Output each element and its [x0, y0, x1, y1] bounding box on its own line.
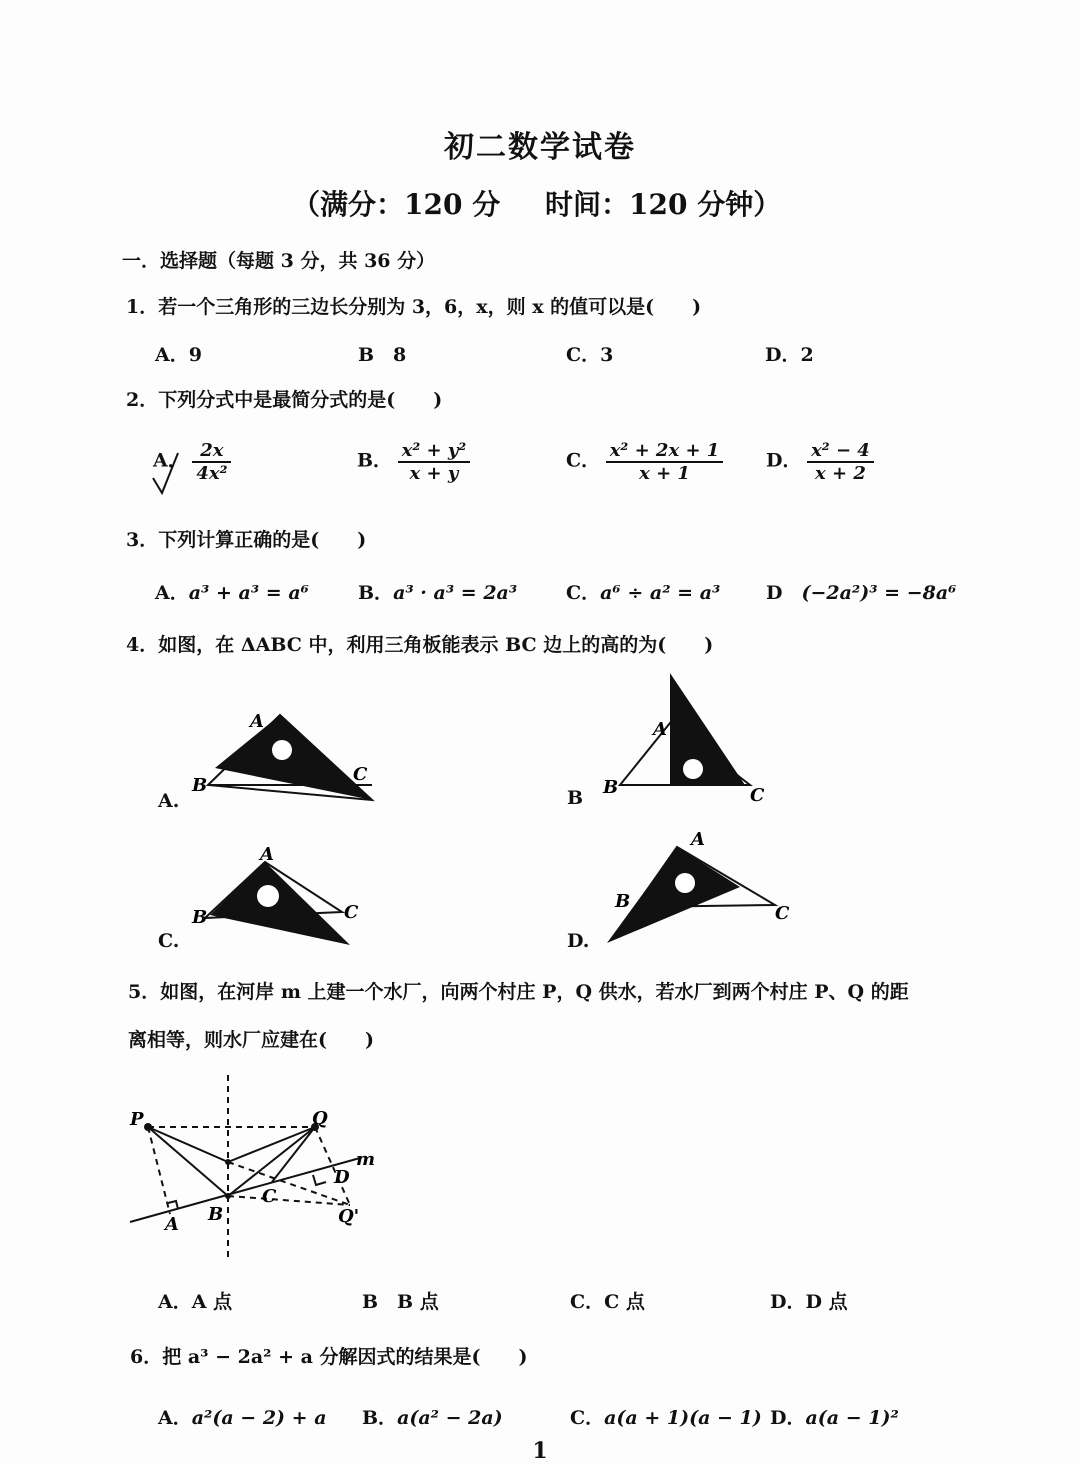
vertex-label: B	[615, 891, 631, 912]
q1-option-c: C．3	[566, 344, 614, 366]
question-2-stem: 2．下列分式中是最简分式的是( )	[126, 389, 443, 411]
point-label: C	[262, 1186, 277, 1207]
q4-option-b: B	[567, 787, 584, 809]
q6-option-b: B．a(a² − 2a)	[362, 1407, 503, 1429]
line-label: m	[356, 1149, 376, 1170]
q5-option-c: C．C 点	[570, 1291, 645, 1313]
q2-option-b: B． $\frac{\text{x² + y²}}{x + y}$	[357, 440, 470, 484]
q4-figure-b	[595, 665, 785, 805]
q5-option-b: B B 点	[362, 1291, 439, 1313]
fraction: $\frac{\text{x² + 2x + 1}}{x + 1}$	[606, 440, 724, 484]
vertex-label: B	[603, 777, 619, 798]
time-info: 时间：120 分钟）	[545, 188, 782, 221]
page-number: 1	[532, 1438, 548, 1464]
q3-option-a: A．a³ + a³ = a⁶	[155, 582, 309, 604]
q1-option-a: A．9	[155, 344, 202, 366]
q1-option-b: B 8	[358, 344, 407, 366]
q6-option-c: C．a(a + 1)(a − 1)	[570, 1407, 762, 1429]
question-6-stem: 6．把 a³ − 2a² + a 分解因式的结果是( )	[130, 1346, 528, 1368]
point-label: A	[165, 1214, 179, 1235]
vertex-label: A	[250, 711, 264, 732]
fraction: $\frac{2x}{\text{4x²}}$	[192, 440, 231, 484]
vertex-label: C	[353, 764, 368, 785]
question-4-stem: 4．如图，在 ΔABC 中，利用三角板能表示 BC 边上的高的为( )	[126, 634, 714, 656]
vertex-label: C	[750, 785, 765, 805]
question-5-stem-line1: 5．如图，在河岸 m 上建一个水厂，向两个村庄 P，Q 供水，若水厂到两个村庄 P、Q 的距	[128, 981, 909, 1003]
vertex-label: B	[192, 775, 208, 796]
q6-option-a: A．a²(a − 2) + a	[158, 1407, 327, 1429]
q4-option-d: D.	[567, 930, 590, 952]
q3-option-c: C．a⁶ ÷ a² = a³	[566, 582, 721, 604]
vertex-label: C	[344, 902, 359, 923]
q2-option-d: D． $\frac{\text{x² − 4}}{x + 2}$	[766, 440, 874, 484]
q1-option-d: D．2	[765, 344, 814, 366]
score-info: （满分：120 分	[292, 188, 501, 221]
page-title: 初二数学试卷	[444, 130, 636, 165]
point-label: Q'	[338, 1206, 360, 1227]
fraction: $\frac{\text{x² + y²}}{x + y}$	[398, 440, 471, 484]
q4-figure-c	[150, 840, 380, 950]
vertex-label: C	[775, 903, 790, 924]
q4-figure-d	[595, 825, 805, 950]
check-mark-icon	[150, 448, 180, 498]
q3-option-b: B．a³ · a³ = 2a³	[358, 582, 518, 604]
point-label: D	[334, 1167, 350, 1188]
q5-option-d: D．D 点	[770, 1291, 848, 1313]
triangle-ruler-shape	[670, 673, 745, 785]
vertex-label: A	[653, 719, 667, 740]
q3-option-d: D (−2a²)³ = −8a⁶	[766, 582, 957, 604]
vertex-label: A	[260, 844, 274, 865]
q2-option-c: C． $\frac{\text{x² + 2x + 1}}{x + 1}$	[566, 440, 723, 484]
point-label: P	[130, 1109, 144, 1130]
point-label: B	[208, 1204, 224, 1225]
q2-option-a: A． $\frac{2x}{\text{4x²}}$	[153, 440, 231, 484]
fraction: $\frac{\text{x² − 4}}{x + 2}$	[807, 440, 874, 484]
point-label: Q	[312, 1108, 328, 1129]
q5-figure	[120, 1070, 390, 1265]
q4-option-a: A.	[158, 790, 180, 812]
vertex-label: B	[192, 907, 208, 928]
question-3-stem: 3．下列计算正确的是( )	[126, 529, 367, 551]
q6-option-d: D．a(a − 1)²	[770, 1407, 899, 1429]
vertex-label: A	[691, 829, 705, 850]
q4-option-c: C.	[158, 930, 180, 952]
q5-option-a: A．A 点	[158, 1291, 233, 1313]
question-5-stem-line2: 离相等，则水厂应建在( )	[128, 1029, 374, 1051]
q4-figure-a	[150, 700, 400, 815]
section-heading: 一．选择题（每题 3 分，共 36 分）	[122, 250, 436, 272]
question-1-stem: 1．若一个三角形的三边长分别为 3，6，x，则 x 的值可以是( )	[126, 296, 702, 318]
